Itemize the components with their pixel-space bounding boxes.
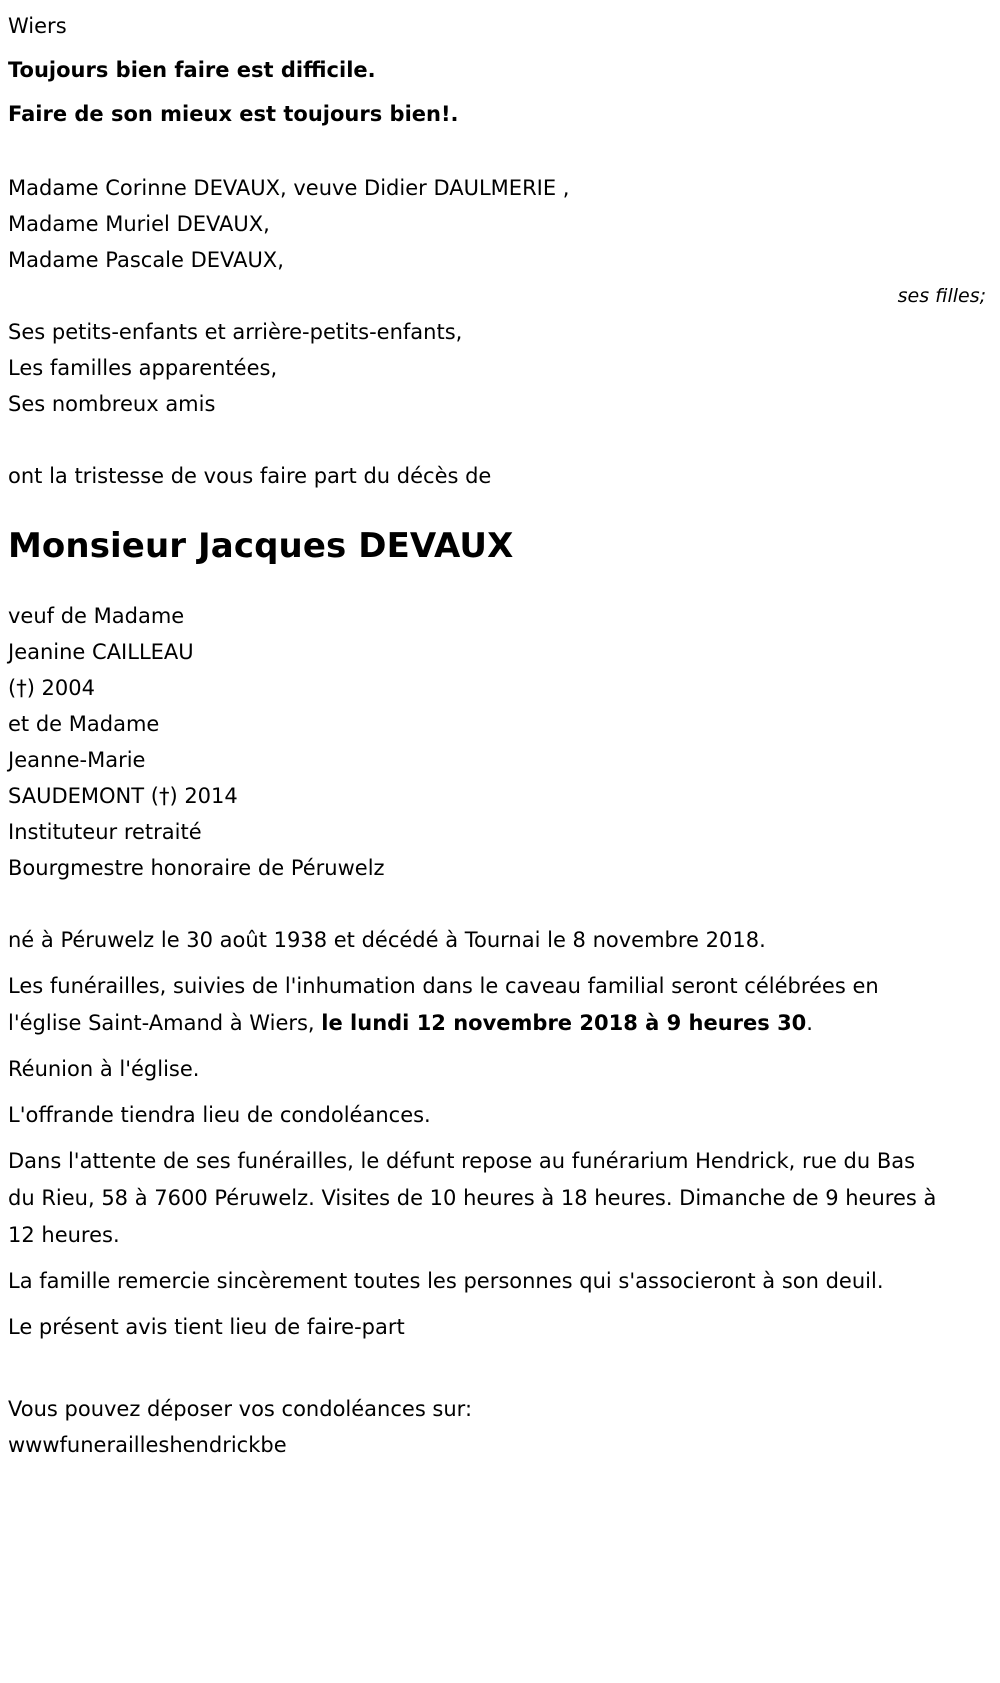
relatives-line-1: Ses petits-enfants et arrière-petits-enfants, — [8, 320, 463, 344]
spacer-before-dates — [8, 886, 992, 922]
honorary-title-detail: Bourgmestre honoraire de Péruwelz — [8, 856, 385, 880]
spouse-detail-2: Jeanine CAILLEAU — [8, 640, 194, 664]
spouse-detail-4: et de Madame — [8, 712, 160, 736]
daughter-line-1: Madame Corinne DEVAUX, veuve Didier DAULMERIE , — [8, 176, 570, 200]
funeral-datetime-emphasis: le lundi 12 novembre 2018 à 9 heures 30 — [321, 1011, 807, 1035]
daughter-line-3: Madame Pascale DEVAUX, — [8, 248, 284, 272]
locality-label: Wiers — [8, 14, 67, 38]
deceased-name-heading: Monsieur Jacques DEVAUX — [8, 526, 514, 566]
funeral-text-suffix: . — [806, 1011, 813, 1035]
condolences-website: wwwfunerailleshendrickbe — [8, 1433, 287, 1457]
spouse-detail-3: (†) 2004 — [8, 676, 96, 700]
quote-line-2: Faire de son mieux est toujours bien!. — [8, 102, 459, 126]
daughter-line-2: Madame Muriel DEVAUX, — [8, 212, 270, 236]
thanks-paragraph: La famille remercie sincèrement toutes les personnes qui s'associeront à son deuil. — [8, 1269, 884, 1293]
spacer-before-leadin — [8, 422, 992, 458]
funerarium-paragraph: Dans l'attente de ses funérailles, le défunt repose au funérarium Hendrick, rue du Bas du Rieu, 58 à 7600 Péruwelz. Visites de 10 heures à 18 heures. Dimanche de 9 heures à 12 heures. — [8, 1149, 944, 1247]
spouse-detail-5: Jeanne-Marie — [8, 748, 146, 772]
relation-note-daughters: ses filles; — [897, 285, 986, 307]
spacer-after-quote — [8, 140, 992, 170]
offering-paragraph: L'offrande tiendra lieu de condoléances. — [8, 1103, 431, 1127]
spacer-before-name — [8, 494, 992, 524]
announcers-block — [8, 170, 992, 314]
quote-line-1: Toujours bien faire est difficile. — [8, 58, 376, 82]
condolences-intro: Vous pouvez déposer vos condoléances sur: — [8, 1397, 473, 1421]
relatives-line-3: Ses nombreux amis — [8, 392, 216, 416]
relatives-line-2: Les familles apparentées, — [8, 356, 278, 380]
birth-death-paragraph: né à Péruwelz le 30 août 1938 et décédé à Tournai le 8 novembre 2018. — [8, 928, 766, 952]
lead-in-text: ont la tristesse de vous faire part du décès de — [8, 464, 492, 488]
funeral-paragraph — [8, 968, 938, 1042]
gathering-paragraph: Réunion à l'église. — [8, 1057, 200, 1081]
spouse-detail-6: SAUDEMONT (†) 2014 — [8, 784, 238, 808]
occupation-detail: Instituteur retraité — [8, 820, 202, 844]
notice-note-paragraph: Le présent avis tient lieu de faire-part — [8, 1315, 405, 1339]
funeral-text-prefix: Les funérailles, suivies de l'inhumation dans le caveau familial seront célébrées en l'église Saint-Amand à Wiers, — [8, 974, 886, 1035]
spacer-before-condolences — [8, 1355, 992, 1391]
spacer-after-name — [8, 568, 992, 598]
spouse-detail-1: veuf de Madame — [8, 604, 185, 628]
